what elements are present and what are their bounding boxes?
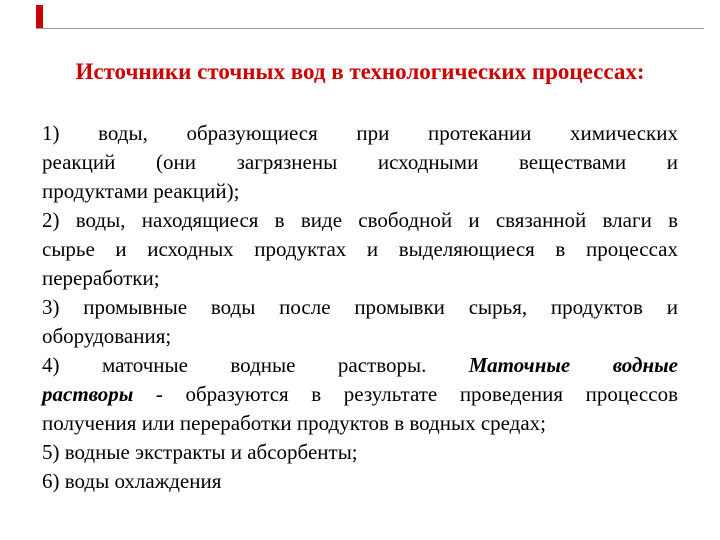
body-line [42,235,678,264]
body-text-segment: 1) воды, образующиеся при протекании химических [42,121,678,145]
body-line [42,206,678,235]
body-text-segment: 5) водные экстракты и абсорбенты; [42,440,358,464]
body-line [42,264,678,293]
slide-title: Источники сточных вод в технологических процессах: [75,59,645,84]
header-divider-line [36,28,704,29]
body-text-segment: переработки; [42,266,160,290]
body-text-segment: оборудования; [42,324,172,348]
body-line [42,438,678,467]
body-line [42,293,678,322]
body-text-segment: реакций (они загрязнены исходными веществами и [42,150,678,174]
body-text-segment: получения или переработки продуктов в водных средах; [42,411,547,435]
body-line [42,467,678,496]
body-line [42,409,678,438]
red-accent-bar [36,5,43,28]
body-text-segment: 3) промывные воды после промывки сырья, продуктов и [42,295,678,319]
body-line [42,380,678,409]
body-line [42,148,678,177]
body-text-segment: 2) воды, находящиеся в виде свободной и связанной влаги в [42,208,678,232]
body-text [42,119,678,496]
body-line [42,322,678,351]
body-text-segment: 4) маточные водные растворы. [42,353,469,377]
emphasized-text: растворы [42,382,134,406]
body-text-segment: продуктами реакций); [42,179,240,203]
body-line [42,119,678,148]
body-text-segment: - образуются в результате проведения процессов [133,382,678,406]
emphasized-text: Маточные водные [468,353,678,377]
body-line [42,351,678,380]
body-text-segment: 6) воды охлаждения [42,469,222,493]
body-text-segment: сырье и исходных продуктах и выделяющиеся в процессах [42,237,678,261]
body-line [42,177,678,206]
